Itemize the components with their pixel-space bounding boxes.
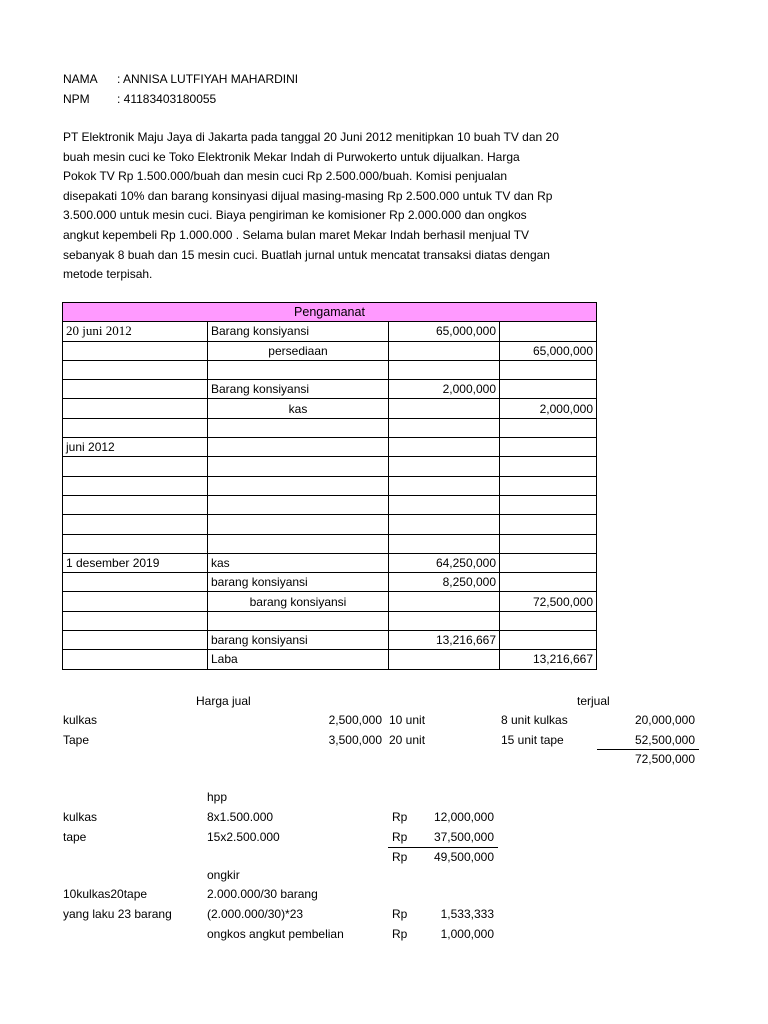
hpp-item: kulkas	[63, 810, 98, 824]
journal-date	[63, 341, 208, 360]
journal-credit	[500, 360, 597, 379]
journal-credit: 65,000,000	[500, 341, 597, 360]
journal-row	[63, 476, 597, 495]
journal-credit: 2,000,000	[500, 399, 597, 418]
terjual-label: terjual	[577, 694, 610, 708]
journal-row	[63, 611, 597, 630]
journal-debit	[389, 341, 500, 360]
journal-row	[63, 534, 597, 553]
hpp-calc: 15x2.500.000	[207, 830, 280, 844]
journal-credit	[500, 418, 597, 437]
problem-line: metode terpisah.	[63, 267, 153, 282]
journal-debit	[389, 418, 500, 437]
journal-debit: 2,000,000	[389, 380, 500, 399]
journal-credit	[500, 438, 597, 457]
journal-row	[63, 457, 597, 476]
sales-total: 72,500,000	[634, 752, 695, 766]
hpp-currency: Rp	[392, 830, 408, 844]
journal-row	[63, 360, 597, 379]
journal-debit	[389, 495, 500, 514]
journal-date	[63, 476, 208, 495]
journal-date: juni 2012	[63, 438, 208, 457]
ongkir-calc: (2.000.000/30)*23	[207, 907, 304, 921]
journal-account	[208, 534, 389, 553]
sales-price: 2,500,000	[328, 713, 382, 727]
journal-date	[63, 534, 208, 553]
problem-line: angkut kepembeli Rp 1.000.000 . Selama bulan maret Mekar Indah berhasil menjual TV	[63, 227, 530, 242]
ongkir-item: 10kulkas20tape	[63, 887, 148, 901]
journal-account: barang konsiyansi	[208, 573, 389, 592]
problem-paragraph	[63, 128, 603, 285]
sales-total-rule	[597, 749, 699, 750]
journal-debit	[389, 457, 500, 476]
journal-row	[63, 631, 597, 650]
journal-date	[63, 380, 208, 399]
journal-account: Barang konsiyansi	[208, 322, 389, 341]
journal-title-row	[63, 303, 597, 322]
problem-line: PT Elektronik Maju Jaya di Jakarta pada tanggal 20 Juni 2012 menitipkan 10 buah TV dan 20	[63, 130, 559, 144]
journal-account	[208, 495, 389, 514]
ongkir-item: yang laku 23 barang	[63, 907, 172, 921]
journal-account: persediaan	[208, 341, 389, 360]
journal-debit	[389, 515, 500, 534]
journal-row	[63, 650, 597, 669]
problem-line: Pokok TV Rp 1.500.000/buah dan mesin cuci Rp 2.500.000/buah. Komisi penjualan	[63, 169, 508, 184]
journal-debit: 64,250,000	[389, 553, 500, 572]
journal-date: 1 desember 2019	[63, 553, 208, 572]
nama-value: : ANNISA LUTFIYAH MAHARDINI	[117, 72, 299, 86]
journal-account	[208, 515, 389, 534]
npm-label: NPM	[63, 92, 90, 106]
journal-date	[63, 418, 208, 437]
harga-jual-label: Harga jual	[196, 694, 251, 708]
sales-sold: 15 unit tape	[501, 733, 564, 747]
journal-account	[208, 476, 389, 495]
journal-row	[63, 515, 597, 534]
sales-amount: 52,500,000	[634, 733, 695, 747]
hpp-calc: 8x1.500.000	[207, 810, 274, 824]
journal-account	[208, 457, 389, 476]
hpp-total: 49,500,000	[433, 850, 494, 864]
journal-debit	[389, 360, 500, 379]
journal-account: barang konsiyansi	[208, 592, 389, 611]
journal-row	[63, 380, 597, 399]
journal-date	[63, 457, 208, 476]
ongkir-amount: 1,000,000	[440, 927, 494, 941]
ongkir-calc: ongkos angkut pembelian	[207, 927, 344, 941]
journal-credit	[500, 495, 597, 514]
journal-account	[208, 611, 389, 630]
sales-item: kulkas	[63, 713, 98, 727]
ongkir-currency: Rp	[392, 927, 408, 941]
journal-date	[63, 611, 208, 630]
journal-debit: 65,000,000	[389, 322, 500, 341]
ongkir-currency: Rp	[392, 907, 408, 921]
journal-date	[63, 399, 208, 418]
sales-units: 20 unit	[389, 733, 426, 747]
journal-debit	[389, 438, 500, 457]
journal-credit	[500, 573, 597, 592]
hpp-amount: 37,500,000	[433, 830, 494, 844]
problem-line: sebanyak 8 buah dan 15 mesin cuci. Buatlah jurnal untuk mencatat transaksi diatas dengan	[63, 247, 550, 262]
journal-debit: 8,250,000	[389, 573, 500, 592]
sales-amount: 20,000,000	[634, 713, 695, 727]
hpp-total-currency: Rp	[392, 850, 408, 864]
ongkir-amount: 1,533,333	[440, 907, 494, 921]
journal-row	[63, 573, 597, 592]
journal-account: kas	[208, 553, 389, 572]
journal-row	[63, 438, 597, 457]
journal-row	[63, 341, 597, 360]
journal-debit	[389, 611, 500, 630]
journal-credit: 13,216,667	[500, 650, 597, 669]
sales-units: 10 unit	[389, 713, 426, 727]
journal-credit	[500, 611, 597, 630]
journal-credit	[500, 476, 597, 495]
journal-date	[63, 515, 208, 534]
journal-row	[63, 495, 597, 514]
journal-date	[63, 631, 208, 650]
hpp-total-rule	[388, 847, 498, 848]
journal-credit	[500, 553, 597, 572]
journal-row	[63, 553, 597, 572]
journal-date	[63, 360, 208, 379]
hpp-currency: Rp	[392, 810, 408, 824]
journal-date	[63, 650, 208, 669]
nama-label: NAMA	[63, 72, 98, 86]
journal-credit	[500, 380, 597, 399]
journal-row	[63, 322, 597, 341]
journal-credit	[500, 515, 597, 534]
journal-debit	[389, 476, 500, 495]
journal-account	[208, 418, 389, 437]
journal-account: Barang konsiyansi	[208, 380, 389, 399]
journal-account: barang konsiyansi	[208, 631, 389, 650]
journal-account	[208, 360, 389, 379]
journal-credit	[500, 631, 597, 650]
npm-value: : 41183403180055	[117, 92, 217, 106]
journal-credit	[500, 534, 597, 553]
hpp-item: tape	[63, 830, 87, 844]
journal-debit: 13,216,667	[389, 631, 500, 650]
journal-date	[63, 495, 208, 514]
journal-credit	[500, 322, 597, 341]
problem-line: buah mesin cuci ke Toko Elektronik Mekar Indah di Purwokerto untuk dijualkan. Harga	[63, 149, 520, 164]
journal-debit	[389, 534, 500, 553]
journal-table	[62, 302, 597, 670]
journal-row	[63, 418, 597, 437]
hpp-label: hpp	[207, 790, 228, 804]
problem-line: 3.500.000 untuk mesin cuci. Biaya pengiriman ke komisioner Rp 2.000.000 dan ongkos	[63, 208, 527, 223]
hpp-amount: 12,000,000	[433, 810, 494, 824]
journal-date	[63, 573, 208, 592]
journal-account: kas	[208, 399, 389, 418]
sales-price: 3,500,000	[328, 733, 382, 747]
journal-title: Pengamanat	[63, 303, 597, 322]
journal-row	[63, 592, 597, 611]
journal-account: Laba	[208, 650, 389, 669]
journal-date	[63, 592, 208, 611]
journal-debit	[389, 650, 500, 669]
journal-row	[63, 399, 597, 418]
journal-debit	[389, 592, 500, 611]
sales-sold: 8 unit kulkas	[501, 713, 568, 727]
journal-date: 20 juni 2012	[63, 322, 208, 341]
journal-account	[208, 438, 389, 457]
journal-debit	[389, 399, 500, 418]
problem-line: disepakati 10% dan barang konsinyasi dijual masing-masing Rp 2.500.000 untuk TV dan Rp	[63, 188, 553, 203]
journal-credit: 72,500,000	[500, 592, 597, 611]
sales-item: Tape	[63, 733, 90, 747]
ongkir-label: ongkir	[207, 868, 240, 882]
ongkir-calc: 2.000.000/30 barang	[207, 887, 318, 901]
journal-credit	[500, 457, 597, 476]
